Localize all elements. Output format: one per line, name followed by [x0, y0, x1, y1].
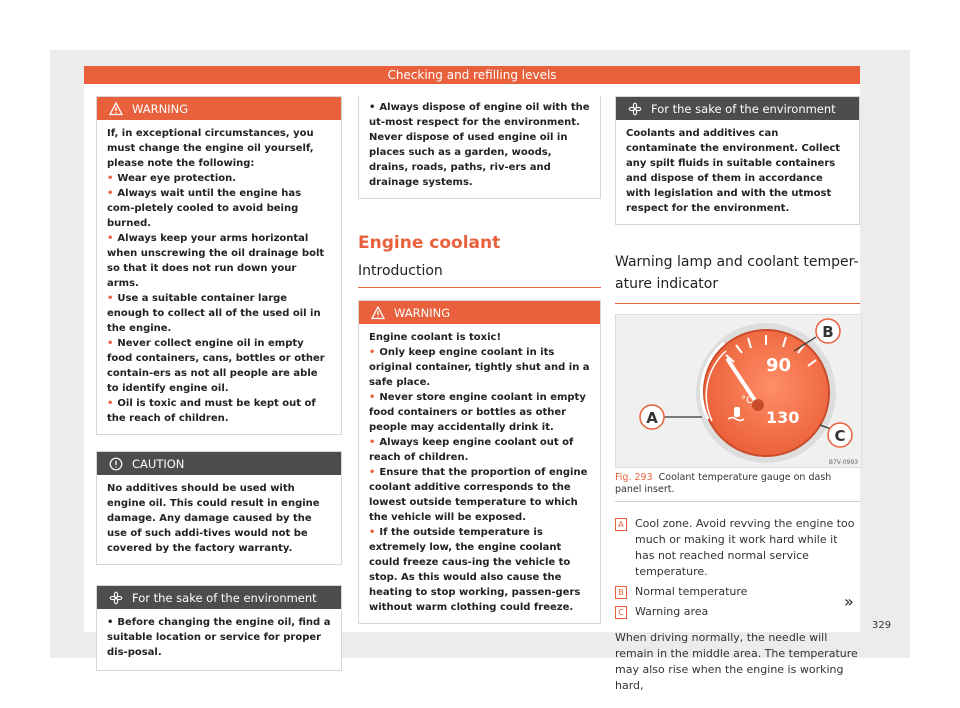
temperature-gauge-illustration [616, 315, 861, 467]
warning-header [359, 301, 600, 324]
bullet-item: • Use a suitable container large enough to collect all of the used oil in the engine. [107, 293, 321, 334]
caution-header [97, 452, 341, 475]
bullet-item: • Always keep your arms horizontal when unscrewing the oil drainage bolt so that it does not run down your arms. [107, 233, 325, 289]
legend-item [615, 584, 860, 600]
warning-body [97, 120, 341, 434]
column-1 [96, 96, 342, 671]
bullet-item: • Wear eye protection. [107, 173, 237, 184]
legend [615, 516, 860, 620]
legend-key: A [615, 518, 627, 531]
environment-box-coolant [615, 96, 860, 225]
figure-caption-text: Coolant temperature gauge on dash panel insert. [615, 472, 832, 495]
column-2 [358, 96, 601, 624]
gauge-mark-90: 90 [766, 355, 792, 376]
caution-title: CAUTION [132, 456, 185, 471]
leaf-flower-icon [628, 102, 642, 116]
legend-item [615, 516, 860, 580]
page-number: 329 [872, 620, 892, 631]
page-header: Checking and refilling levels [84, 66, 860, 84]
environment-text: Coolants and additives can contaminate the environment. Collect any spilt fluids in suitable containers and dispose of them in accordance with legislation and with the utmost respect for the environment. [626, 128, 841, 214]
section-warning-lamp [615, 251, 860, 304]
column-3 [615, 96, 860, 694]
bullet-item: • If the outside temperature is extremely low, the engine coolant could freeze caus-ing the vehicle to stop. As this would also cause the heating to stop working, passen-gers without warm clothing could freeze. [369, 527, 581, 613]
bullet-item: • Ensure that the proportion of engine coolant additive corresponds to the lowest outside temperature to which the vehicle will be exposed. [369, 467, 588, 523]
section-heading: Engine coolant [358, 233, 501, 253]
caution-body [97, 475, 341, 564]
body-paragraph: When driving normally, the needle will remain in the middle area. The temperature may also rise when the engine is working hard, [615, 631, 858, 692]
legend-key: C [615, 606, 627, 619]
environment-continued-body [359, 96, 600, 198]
warning-title: WARNING [132, 101, 189, 116]
warning-box-coolant [358, 300, 601, 624]
environment-body [616, 120, 859, 224]
caption-rule [615, 501, 860, 502]
leaf-flower-icon [109, 591, 123, 605]
environment-box-oil [96, 585, 342, 671]
bullet-item: • Oil is toxic and must be kept out of the reach of children. [107, 398, 316, 424]
bullet-item: • Only keep engine coolant in its original container, tightly shut and in a safe place. [369, 347, 590, 388]
heading-rule [615, 303, 860, 304]
figure-number: Fig. 293 [615, 472, 653, 483]
environment-title: For the sake of the environment [651, 101, 836, 116]
subsection-heading: Introduction [358, 263, 443, 279]
continue-marker: » [844, 592, 854, 611]
figure-caption [615, 472, 860, 496]
legend-key: B [615, 586, 627, 599]
gauge-mark-130: 130 [766, 408, 800, 427]
warning-title: WARNING [394, 305, 451, 320]
legend-text: Warning area [635, 605, 709, 618]
legend-text: Cool zone. Avoid revving the engine too much or making it work hard while it has not reached normal service temperature. [635, 517, 855, 578]
figure-code: B7V-0993 [828, 459, 858, 466]
bullet-item: • Before changing the engine oil, find a suitable location or service for proper dis-posal. [107, 617, 331, 658]
environment-title: For the sake of the environment [132, 590, 317, 605]
bullet-item: • Always keep engine coolant out of reach of children. [369, 437, 574, 463]
legend-text: Normal temperature [635, 585, 748, 598]
caution-box [96, 451, 342, 565]
info-circle-icon [109, 457, 123, 471]
section-heading: Warning lamp and coolant temper-ature indicator [615, 254, 859, 292]
heading-rule [358, 287, 601, 288]
legend-item [615, 604, 860, 620]
environment-header [97, 586, 341, 609]
warning-triangle-icon [371, 306, 385, 320]
bullet-item: • Never store engine coolant in empty food containers or bottles as other people may accidentally drink it. [369, 392, 586, 433]
gauge-unit: °C [741, 395, 753, 406]
bullet-item: • Always wait until the engine has com-pletely cooled to avoid being burned. [107, 188, 302, 229]
environment-header [616, 97, 859, 120]
environment-box-continued [358, 96, 601, 199]
bullet-item: • Always dispose of engine oil with the ut-most respect for the environment. Never dispose of used engine oil in places such as a garden, woods, drains, roads, paths, riv-ers and drainage systems. [369, 102, 590, 188]
callout-a: A [646, 409, 658, 427]
warning-box-oil [96, 96, 342, 435]
bullet-item: • Never collect engine oil in empty food containers, cans, bottles or other contain-ers as not all people are able to identify engine oil. [107, 338, 325, 394]
callout-c: C [834, 427, 846, 445]
warning-intro: If, in exceptional circumstances, you must change the engine oil yourself, please note the following: [107, 128, 314, 169]
environment-body [97, 609, 341, 670]
caution-text: No additives should be used with engine oil. This could result in engine damage. Any damage caused by the use of such addi-tives would not be covered by the factory warranty. [107, 483, 320, 554]
section-engine-coolant [358, 233, 601, 288]
warning-intro: Engine coolant is toxic! [369, 332, 502, 343]
warning-header [97, 97, 341, 120]
callout-b: B [822, 323, 834, 341]
figure-image [615, 314, 862, 468]
warning-body [359, 324, 600, 623]
warning-triangle-icon [109, 102, 123, 116]
